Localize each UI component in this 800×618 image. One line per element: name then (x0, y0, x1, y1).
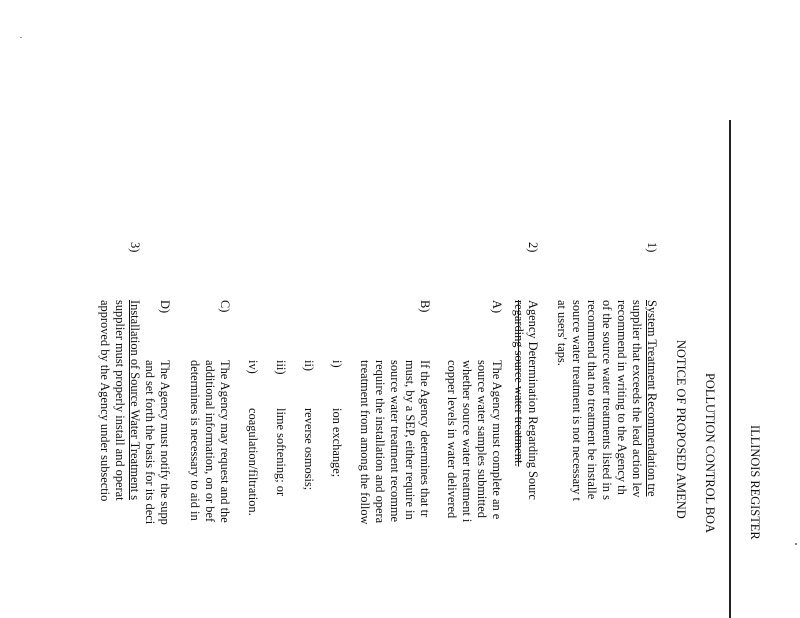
item-marker: 2) (526, 242, 540, 253)
subitem-marker: B) (418, 300, 432, 313)
option-text: ion exchange; (330, 408, 344, 478)
item-line: System Treatment Recommendation tre (645, 300, 659, 497)
item-line: recommend that no treatment be installe (585, 300, 599, 500)
notice-title: NOTICE OF PROPOSED AMEND (674, 340, 688, 519)
subitem-line: treatment from among the follow (358, 360, 372, 525)
item-line: of the source water treatments listed in s (600, 300, 614, 500)
header-rule (730, 120, 732, 618)
subitem-line: If the Agency determines that tr (418, 360, 432, 518)
subitem-line: and set forth the basis for its deci (143, 360, 157, 525)
subitem-line: The Agency must notify the supp (158, 360, 172, 525)
subitem-line: whether source water treatment i (460, 360, 474, 523)
subitem-marker: A) (490, 300, 504, 314)
subitem-line: additional information, on or bef (203, 360, 217, 523)
scan-speck (20, 37, 22, 38)
subitem-line: The Agency must complete an e (490, 360, 504, 520)
option-marker: i) (330, 360, 344, 368)
subitem-line: determines is necessary to aid in (188, 360, 202, 521)
scan-speck (795, 543, 797, 545)
item-line: approved by the Agency under subsectio (98, 300, 112, 502)
item-line: source water treatment is not necessary t (570, 300, 584, 501)
subitem-line: source water treatment recomme (388, 360, 402, 523)
option-text: lime softening; or (274, 408, 288, 497)
item-line: recommend in writing to the Agency th (615, 300, 629, 495)
option-marker: iv) (246, 360, 260, 374)
subitem-line: must, by a SEP, either require in (403, 360, 417, 520)
item-line-struck: regarding source water treatment. (512, 300, 526, 467)
item-marker: 1) (645, 242, 659, 253)
option-marker: iii) (274, 360, 288, 375)
subitem-marker: C) (218, 300, 232, 313)
item-line: Agency Determination Regarding Sourc (526, 300, 540, 500)
subitem-marker: D) (158, 300, 172, 314)
item-marker: 3) (128, 242, 142, 253)
option-text: coagulation/filtration. (246, 408, 260, 516)
item-line: Installation of Source Water Treatment s (128, 300, 142, 501)
subitem-line: The Agency may request and the (218, 360, 232, 523)
subitem-line: require the installation and opera (373, 360, 387, 524)
item-line: supplier that exceeds the lead action lev (630, 300, 644, 498)
option-text: reverse osmosis; (302, 408, 316, 491)
subitem-line: copper levels in water delivered (445, 360, 459, 519)
item-line: supplier must properly install and operat (113, 300, 127, 501)
option-marker: ii) (302, 360, 316, 372)
item-line: at users' taps. (555, 300, 569, 366)
subitem-line: source water samples submitted (475, 360, 489, 518)
register-title: ILLINOIS REGISTER (748, 425, 762, 540)
board-title: POLLUTION CONTROL BOA (703, 373, 717, 533)
